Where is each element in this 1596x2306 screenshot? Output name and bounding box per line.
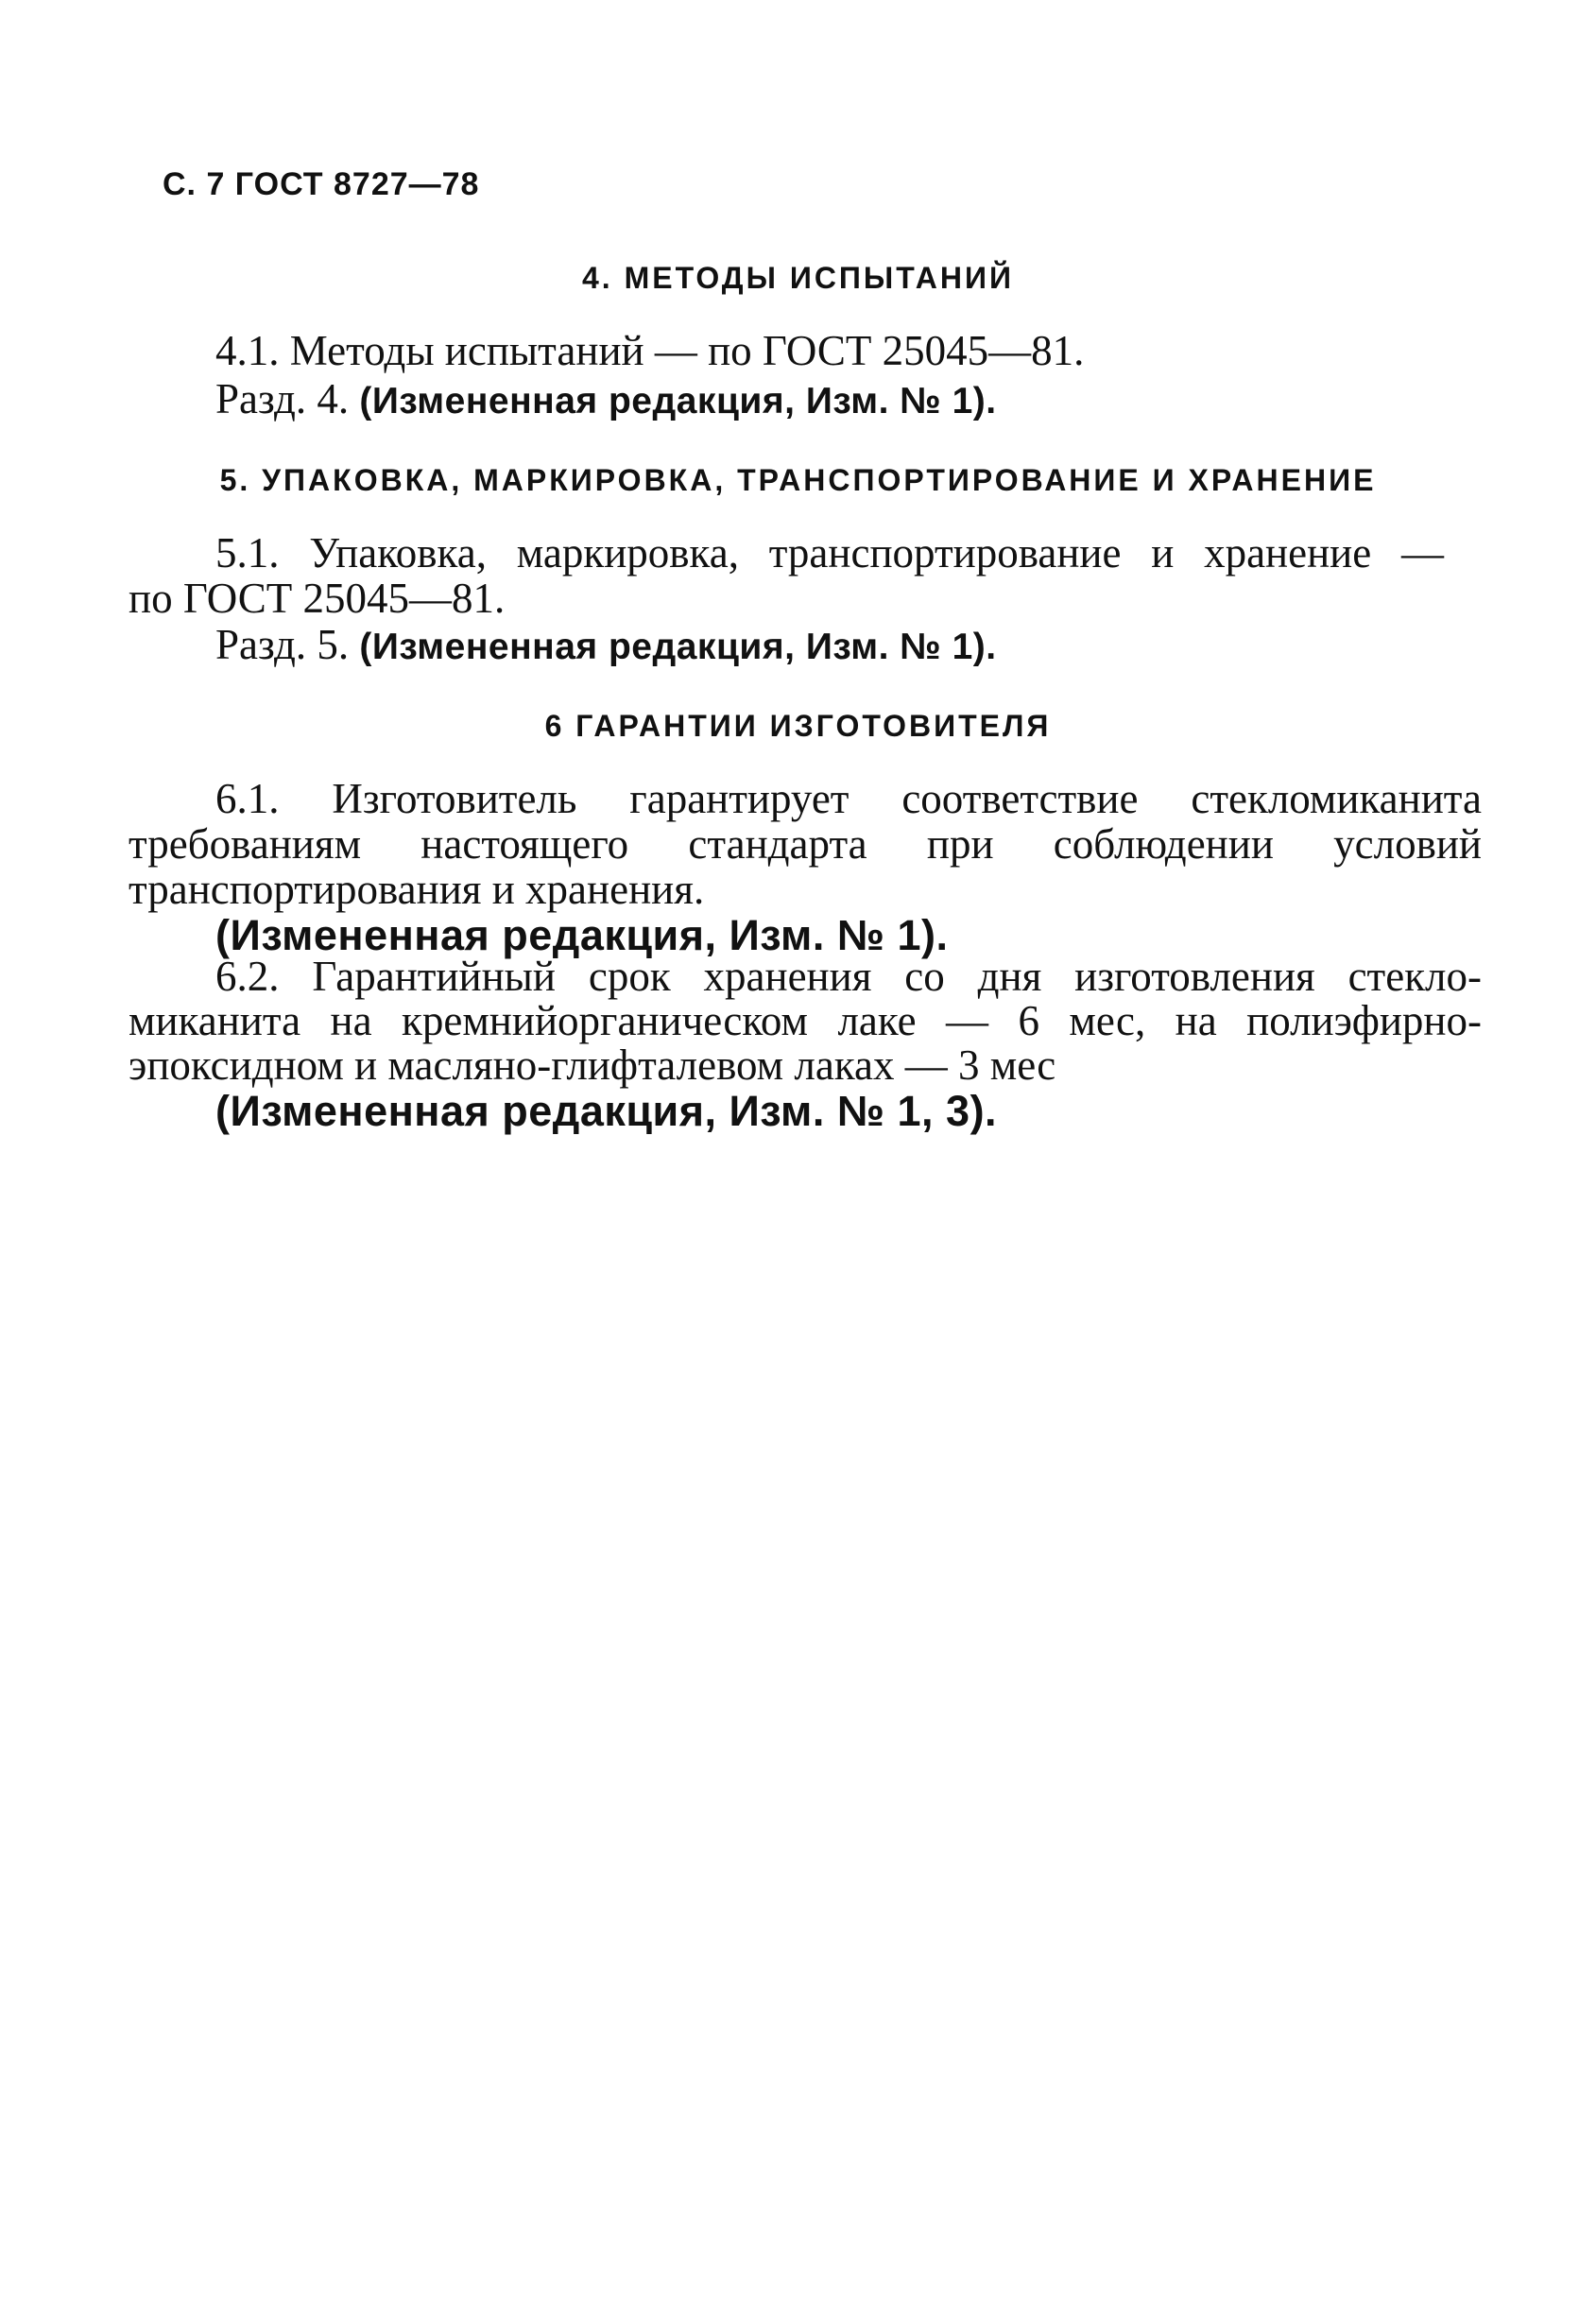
section-6-heading: 6 ГАРАНТИИ ИЗГОТОВИТЕЛЯ — [544, 709, 1052, 743]
section-6-paragraph-1-line-3: транспортирования и хранения. — [129, 866, 705, 913]
section-5-amendment-note: (Измененная редакция, Изм. № 1). — [359, 627, 997, 667]
section-6-paragraph-2-line-1: 6.2. Гарантийный срок хранения со дня изготовления стекло- — [215, 953, 1482, 1000]
section-5-heading: 5. УПАКОВКА, МАРКИРОВКА, ТРАНСПОРТИРОВАНИЕ И ХРАНЕНИЕ — [219, 463, 1377, 497]
section-5-paragraph-1-line-2: по ГОСТ 25045—81. — [129, 575, 506, 622]
section-5-amendment-prefix: Разд. 5. — [215, 621, 350, 668]
section-4-amendment-note: (Измененная редакция, Изм. № 1). — [359, 381, 997, 422]
section-6-amendment-2: (Измененная редакция, Изм. № 1, 3). — [215, 1087, 998, 1135]
section-6-paragraph-1-line-1: 6.1. Изготовитель гарантирует соответствие стекломиканита — [215, 775, 1482, 822]
section-6-amendment-1: (Измененная редакция, Изм. № 1). — [215, 911, 949, 959]
section-6-paragraph-2-line-3: эпоксидном и масляно-глифталевом лаках — 3 мес — [129, 1041, 1056, 1089]
section-6-paragraph-1-line-2: требованиям настоящего стандарта при соблюдении условий — [129, 820, 1482, 868]
section-4-amendment — [215, 374, 997, 423]
section-4-paragraph-1: 4.1. Методы испытаний — по ГОСТ 25045—81. — [215, 327, 1085, 374]
section-4-amendment-prefix: Разд. 4. — [215, 375, 350, 422]
section-4-heading: 4. МЕТОДЫ ИСПЫТАНИЙ — [582, 261, 1014, 295]
section-6-paragraph-2-line-2: миканита на кремнийорганическом лаке — 6 мес, на полиэфирно- — [129, 997, 1482, 1044]
section-5-amendment — [215, 620, 997, 669]
section-5-paragraph-1-line-1: 5.1. Упаковка, маркировка, транспортирование и хранение — — [215, 529, 1444, 576]
page-header: С. 7 ГОСТ 8727—78 — [163, 166, 480, 202]
